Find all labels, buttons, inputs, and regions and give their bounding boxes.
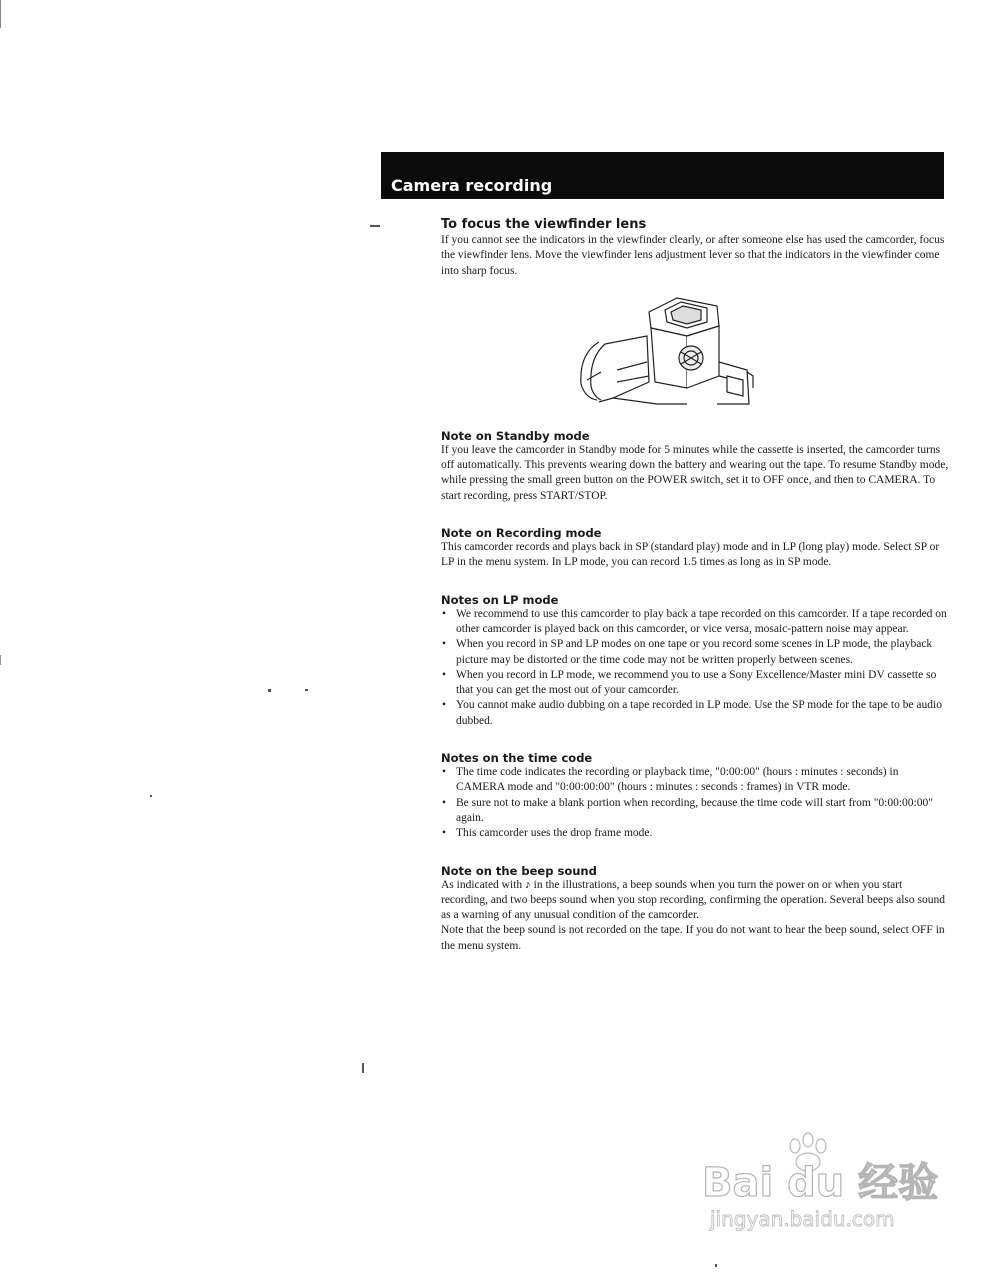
beep-body-1: As indicated with ♪ in the illustrations, a beep sounds when you turn the power on or when you start recording, and two beeps sound when you stop recording, confirming the operation. Several beeps also sound as a warning of any unusual condition of the camcorder. [441,878,945,922]
standby-heading: Note on Standby mode [441,428,590,443]
scan-mark [362,1063,364,1073]
section-title: Camera recording [391,176,553,195]
timecode-list [441,765,949,841]
list-item: • Be sure not to make a blank portion when recording, because the time code will start from "0:00:00:00" again. [441,796,949,827]
list-item: • This camcorder uses the drop frame mode. [441,826,949,841]
scan-mark [150,795,152,797]
scan-mark [305,689,308,691]
viewfinder-illustration [577,292,757,408]
scan-mark [715,1264,717,1267]
section-header-bar [381,152,944,199]
lp-heading: Notes on LP mode [441,592,559,607]
focus-heading: To focus the viewfinder lens [441,217,647,232]
standby-body: If you leave the camcorder in Standby mode for 5 minutes while the cassette is inserted, the camcorder turns off automatically. This prevents wearing down the battery and wearing out the tape. To resume Standby mode, while pressing the small green button on the POWER switch, set it to OFF once, and then to CAMERA. To start recording, press START/STOP. [441,443,949,502]
focus-body: If you cannot see the indicators in the viewfinder clearly, or after someone else has used the camcorder, focus the viewfinder lens. Move the viewfinder lens adjustment lever so that the indicators in the viewfinder come into sharp focus. [441,234,945,277]
recording-heading: Note on Recording mode [441,526,602,541]
watermark-url: jingyan.baidu.com [710,1207,895,1231]
scan-mark [268,689,271,692]
list-item: • You cannot make audio dubbing on a tape recorded in LP mode. Use the SP mode for the tape to be audio dubbed. [441,698,949,729]
scan-mark [0,655,1,665]
recording-body: This camcorder records and plays back in SP (standard play) mode and in LP (long play) mode. Select SP or LP in the menu system. In LP mode, you can record 1.5 times as long as in SP mode. [441,541,940,569]
watermark-brand: Bai du 经验 [702,1160,939,1206]
list-item: • When you record in SP and LP modes on one tape or you record some scenes in LP mode, the playback picture may be distorted or the time code may not be written properly between scenes. [441,637,949,668]
list-item: • When you record in LP mode, we recommend you to use a Sony Excellence/Master mini DV cassette so that you can get the most out of your camcorder. [441,668,949,699]
scan-mark [370,225,380,227]
baidu-watermark [700,1120,940,1240]
scan-mark [0,0,1,28]
timecode-heading: Notes on the time code [441,751,593,766]
beep-heading: Note on the beep sound [441,863,597,878]
list-item: • The time code indicates the recording or playback time, "0:00:00" (hours : minutes : seconds) in CAMERA mode and "0:00:00:00" (hours : minutes : seconds : frames) in VTR mode. [441,765,949,796]
beep-body-2: Note that the beep sound is not recorded on the tape. If you do not want to hear the beep sound, select OFF in the menu system. [441,924,945,952]
list-item: • We recommend to use this camcorder to play back a tape recorded on this camcorder. If a tape recorded on other camcorder is played back on this camcorder, or vice versa, mosaic-pattern noise may appear. [441,607,949,638]
lp-list [441,607,949,729]
